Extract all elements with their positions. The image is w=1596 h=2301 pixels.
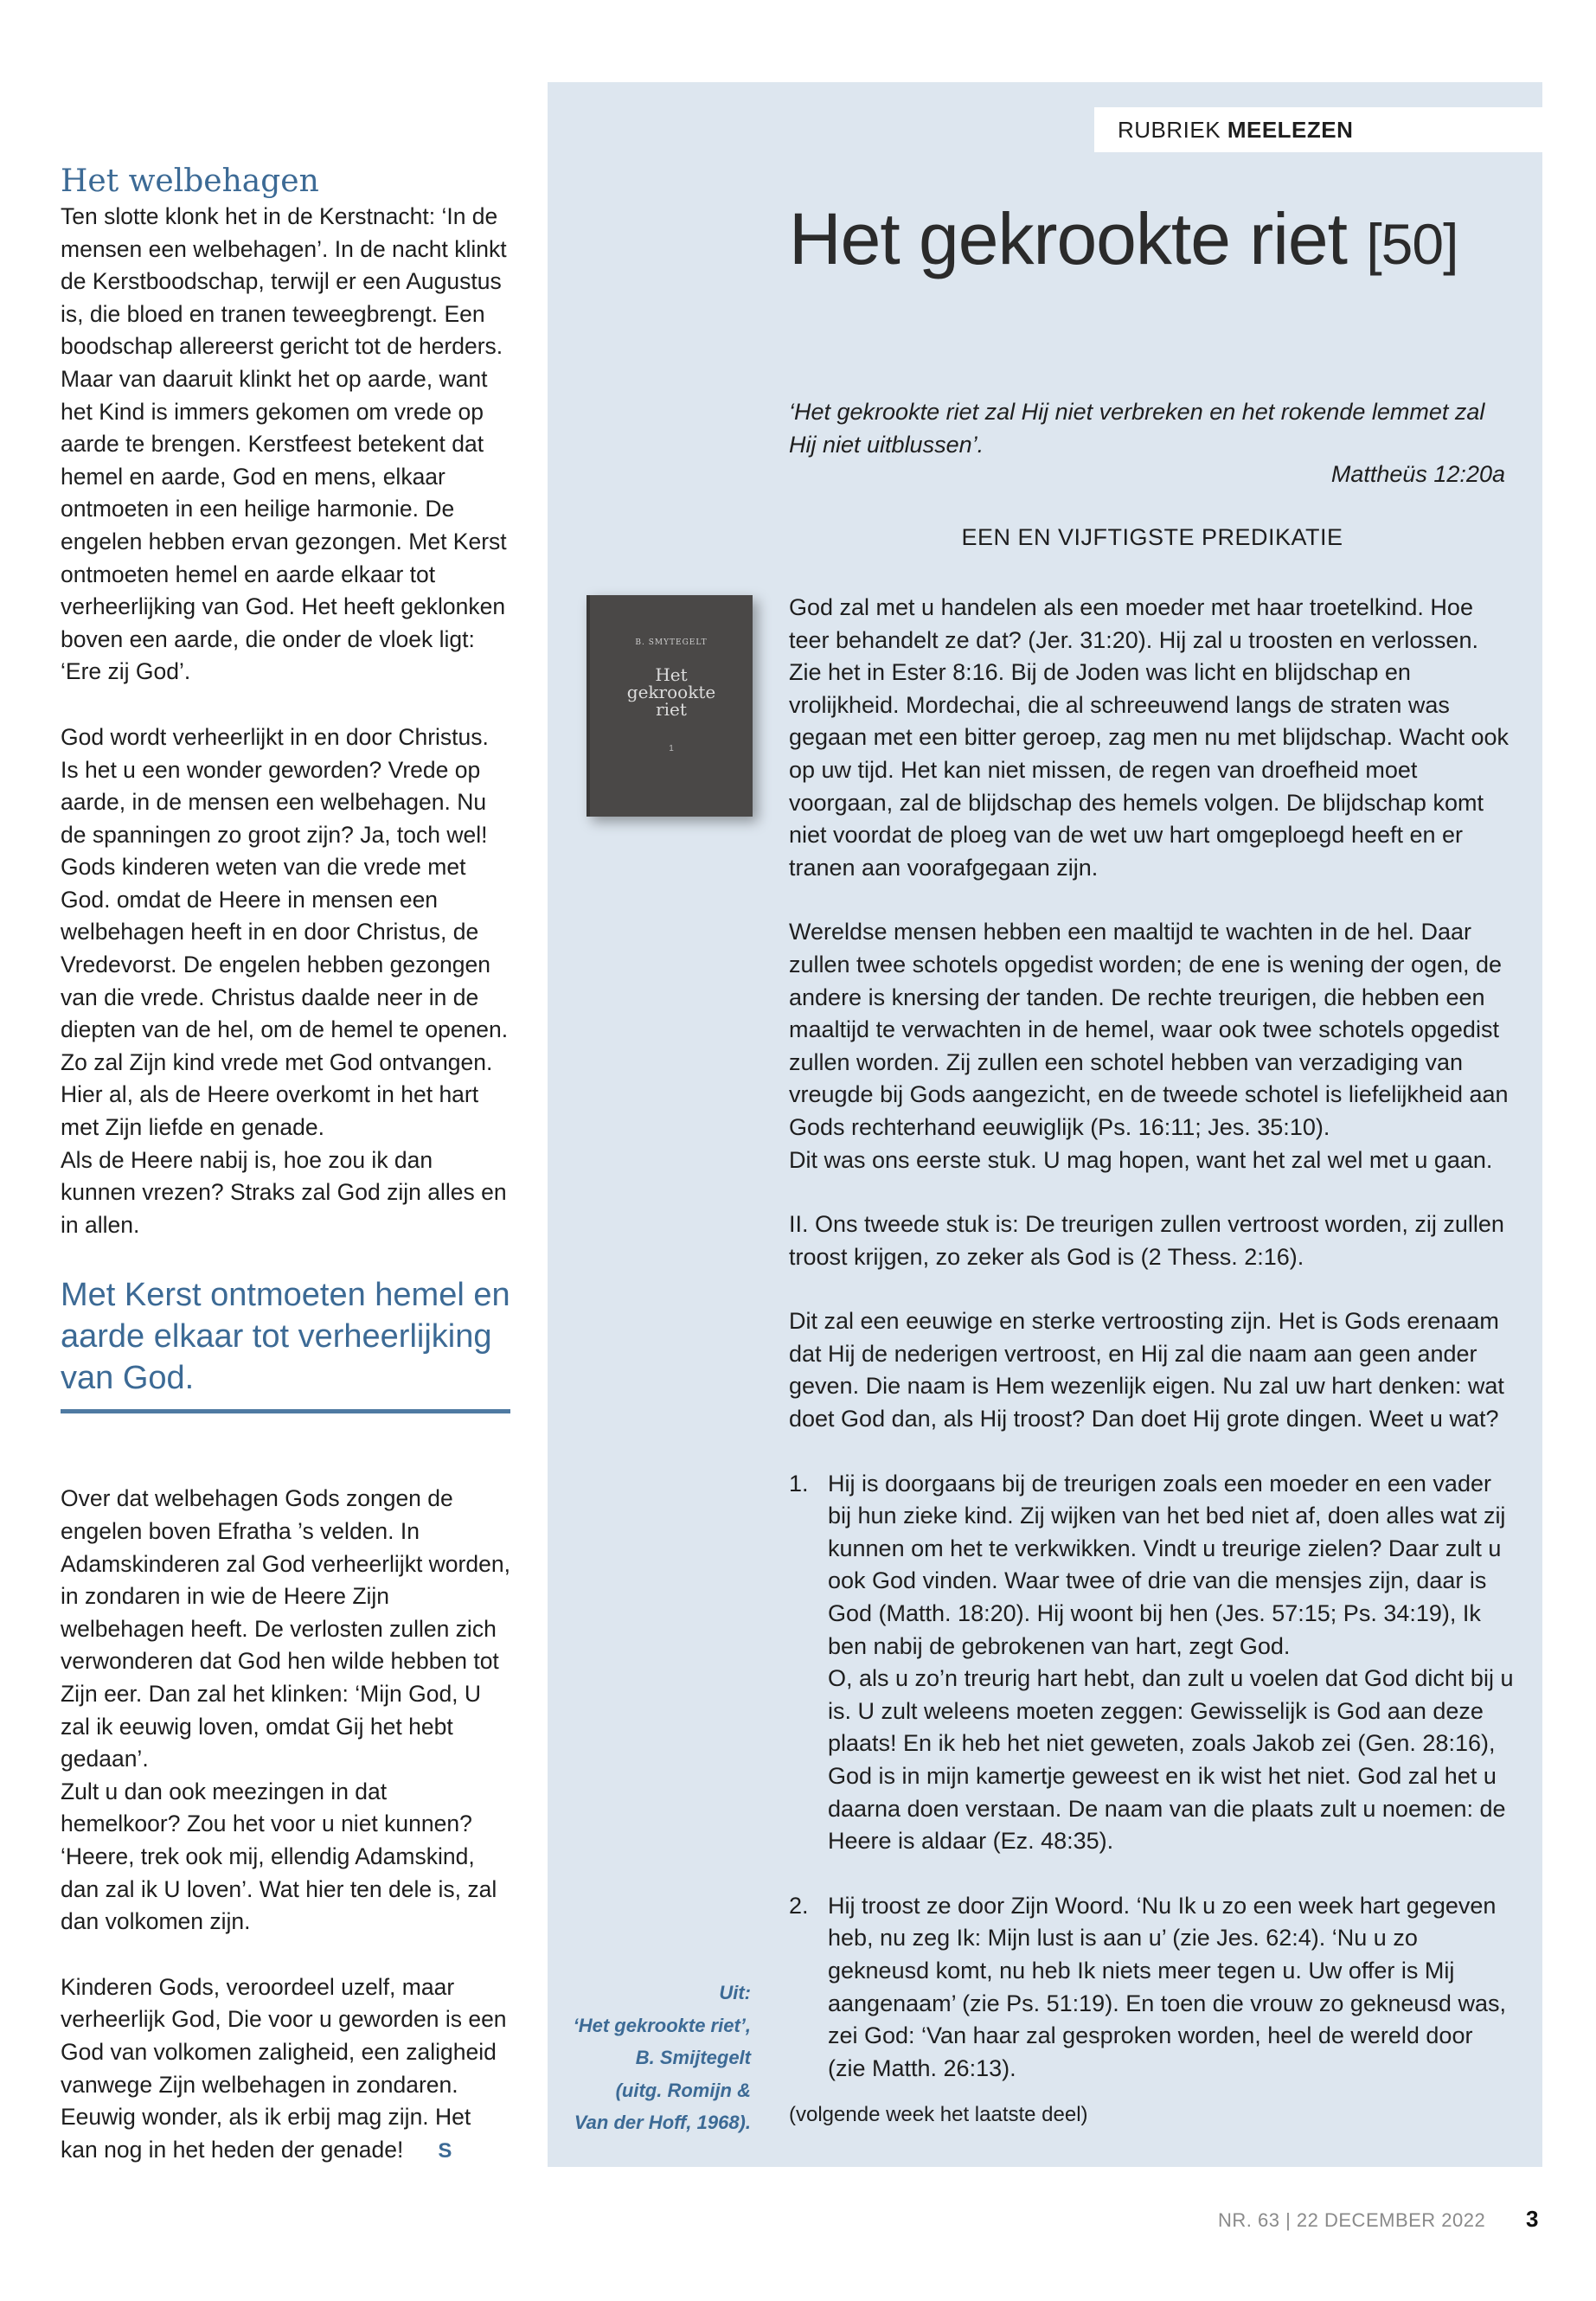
caption-line: Uit: <box>719 1982 751 2003</box>
list-number: 1. <box>789 1470 809 1497</box>
caption-line: ‘Het gekrookte riet’, <box>573 2014 751 2036</box>
book-title-line: riet <box>656 699 687 720</box>
caption-line: Van der Hoff, 1968). <box>574 2112 751 2134</box>
list-number: 2. <box>789 1892 809 1919</box>
list-item <box>789 1890 1516 2086</box>
list-item <box>789 1468 1516 1858</box>
book-mark: 1 <box>669 744 674 753</box>
book-author: B. SMYTEGELT <box>635 638 708 647</box>
pull-quote: Met Kerst ontmoeten hemel en aarde elkaar tot verheerlijking van God. <box>61 1274 510 1413</box>
paragraph: Over dat welbehagen Gods zongen de engelen boven Efratha ’s velden. In Adamskinderen zal God verheerlijkt worden, in zondaren in wie de Heere Zijn welbehagen heeft. De verlosten zullen zich verwonderen dat God hen wilde hebben tot Zijn eer. Dan zal het klinken: ‘Mijn God, U zal ik eeuwig loven, omdat Gij het hebt gedaan’. <box>61 1485 510 1772</box>
book-cover-image <box>586 595 753 817</box>
list-text: Hij is doorgaans bij de treurigen zoals een moeder en een vader bij hun zieke kind. Zij wijken van het bed niet af, doen alles wat zij kunnen om het te verkwikken. Vindt u treurige zielen? Daar zult u ook God vinden. Waar twee of drie van die mensjes zijn, daar is God (Matth. 18:20). Hij woont bij hen (Jes. 57:15; Ps. 34:19), Ik ben nabij de gebrokenen van hart, zegt God. <box>828 1470 1506 1659</box>
paragraph: Dit was ons eerste stuk. U mag hopen, want het zal wel met u gaan. <box>789 1146 1493 1173</box>
book-title-line: Het <box>655 664 688 685</box>
book-title <box>590 666 753 718</box>
paragraph: Als de Heere nabij is, hoe zou ik dan kunnen vrezen? Straks zal God zijn alles en in allen. <box>61 1146 507 1238</box>
numbered-list <box>789 1468 1516 2086</box>
page-number: 3 <box>1526 2206 1539 2232</box>
paragraph-text: Kinderen Gods, veroordeel uzelf, maar verheerlijk God, Die voor u geworden is een God van volkomen zaligheid, een zaligheid vanwege Zijn welbehagen in zondaren. Eeuwig wonder, als ik erbij mag zijn. Het kan nog in het heden der genade! <box>61 1973 507 2163</box>
rubriek-prefix: RUBRIEK <box>1118 117 1221 143</box>
article-title <box>789 195 1458 287</box>
sermon-subhead: EEN EN VIJFTIGSTE PREDIKATIE <box>961 524 1343 550</box>
end-mark-icon: S <box>438 2138 452 2163</box>
section-heading: Het welbehagen <box>61 163 319 199</box>
paragraph: God zal met u handelen als een moeder met haar troetelkind. Hoe teer behandelt ze dat? (Jer. 31:20). Hij zal u troosten en verlossen. Zie het in Ester 8:16. Bij de Joden was licht en blijdschap en vrolijkheid. Mordechai, die al schreeuwend langs de straten was gegaan met een bitter geroep, zag men nu met blijdschap. Wacht ook op uw tijd. Het kan niet missen, de regen van droefheid moet voorgaan, zal de blijdschap des hemels volgen. De blijdschap komt niet voordat de ploeg van de wet uw hart omgeploegd heeft en er tranen aan voorafgegaan zijn. <box>789 594 1509 881</box>
next-week-note: (volgende week het laatste deel) <box>789 2103 1088 2127</box>
paragraph <box>61 1971 510 2168</box>
rubriek-label <box>1094 107 1542 152</box>
title-number: [50] <box>1366 212 1458 276</box>
paragraph: God wordt verheerlijkt in en door Christus. Is het u een wonder geworden? Vrede op aarde, in de mensen een welbehagen. Nu de spanningen zo groot zijn? Ja, toch wel! Gods kinderen weten van die vrede met God. omdat de Heere in mensen een welbehagen heeft in en door Christus, de Vredevorst. De engelen hebben gezongen van die vrede. Christus daalde neer in de diepten van de hel, om de hemel te openen. Zo zal Zijn kind vrede met God ontvangen. Hier al, als de Heere overkomt in het hart met Zijn liefde en genade. <box>61 723 509 1141</box>
paragraph: II. Ons tweede stuk is: De treurigen zullen vertroost worden, zij zullen troost krijgen, zo zeker als God is (2 Thess. 2:16). <box>789 1211 1504 1270</box>
bible-verse: ‘Het gekrookte riet zal Hij niet verbreken en het rokende lemmet zal Hij niet uitblussen’. <box>789 399 1485 458</box>
rubriek-name: MEELEZEN <box>1227 117 1354 143</box>
paragraph: Zult u dan ook meezingen in dat hemelkoor? Zou het voor u niet kunnen? ‘Heere, trek ook mij, ellendig Adamskind, dan zal ik U loven’. Wat hier ten dele is, zal dan volkomen zijn. <box>61 1778 497 1935</box>
paragraph: Dit zal een eeuwige en sterke vertroosting zijn. Het is Gods erenaam dat Hij de nederigen vertroost, en Hij zal die naam aan geen ander geven. Die naam is Hem wezenlijk eigen. Nu zal uw hart denken: wat doet God dan, als Hij troost? Dan doet Hij grote dingen. Weet u wat? <box>789 1308 1504 1433</box>
book-title-line: gekrookte <box>626 682 716 702</box>
left-column <box>61 163 510 2167</box>
verse-reference: Mattheüs 12:20a <box>1330 461 1505 487</box>
issue-footer: NR. 63 | 22 DECEMBER 2022 <box>1218 2209 1486 2231</box>
list-text: Hij troost ze door Zijn Woord. ‘Nu Ik u zo een week hart gegeven heb, nu zeg Ik: Mijn lust is aan u’ (zie Jes. 62:4). ‘Nu u zo gekneusd komt, nu heb Ik niets meer tegen u. Uw offer is Mij aangenaam’ (zie Ps. 51:19). En toen die vrouw zo gekneusd was, zei God: ‘Van haar zal gesproken worden, heel de wereld door (zie Matth. 26:13). <box>828 1892 1506 2081</box>
image-caption <box>554 1977 751 2139</box>
title-text: Het gekrookte riet <box>789 198 1347 279</box>
paragraph: Ten slotte klonk het in de Kerstnacht: ‘In de mensen een welbehagen’. In de nacht klinkt de Kerstboodschap, terwijl er een Augustus is, die bloed en tranen teweegbrengt. Een boodschap allereerst gericht tot de herders. Maar van daaruit klinkt het op aarde, want het Kind is immers gekomen om vrede op aarde te brengen. Kerstfeest betekent dat hemel en aarde, God en mens, elkaar ontmoeten in een heilige harmonie. De engelen hebben ervan gezongen. Met Kerst ontmoeten hemel en aarde elkaar tot verheerlijking van God. Het heeft geklonken boven een aarde, die onder de vloek ligt: ‘Ere zij God’. <box>61 203 507 685</box>
caption-line: B. Smijtegelt <box>635 2047 751 2069</box>
list-text: O, als u zo’n treurig hart hebt, dan zult u voelen dat God dicht bij u is. U zult weleens moeten zeggen: Gewisselijk is God aan deze plaats! En ik heb het niet geweten, zoals Jakob zei (Gen. 28:16), God is in mijn kamertje geweest en ik wist het niet. God zal het u daarna doen verstaan. De naam van die plaats zult u noemen: de Heere is aldaar (Ez. 48:35). <box>828 1665 1514 1855</box>
main-text <box>789 592 1516 2131</box>
paragraph: Wereldse mensen hebben een maaltijd te wachten in de hel. Daar zullen twee schotels opgedist worden; de ene is wening der ogen, de andere is knersing der tanden. De rechte treurigen, die hebben een maaltijd te verwachten in de hemel, waar ook twee schotels opgedist zullen worden. Zij zullen een schotel hebben van verzadiging van vreugde bij Gods aangezicht, en de tweede schotel is liefelijkheid aan Gods rechterhand eeuwiglijk (Ps. 16:11; Jes. 35:10). <box>789 919 1509 1140</box>
caption-line: (uitg. Romijn & <box>615 2079 751 2101</box>
